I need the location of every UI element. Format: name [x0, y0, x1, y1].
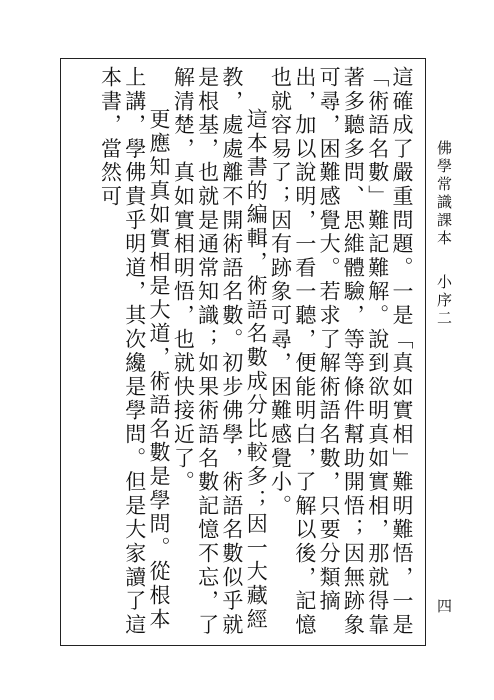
paragraph-1: 這確成了嚴重問題。一是「真如實相」難明難悟，一是「術語名數」難記難解。說到欲明真如實相，那就得靠著多聽多問、思維體驗，等等條件幫助開悟；因無跡象可尋，困難感覺大。若求了解術語名數，只要分類摘出，加以說明，一看一聽，便能明白，了解以後，記憶也就容易了；因有跡象可尋，困難感覺小。 — [268, 66, 414, 638]
book-title: 佛學常識課本 — [435, 140, 453, 248]
running-header — [434, 140, 454, 328]
paragraph-3: 更應知真如實相是大道，術語名數是學問。從根本上講，學佛貴乎明道，其次纔是學問。但是大家讀了這本書，當然可 — [98, 66, 172, 638]
paragraph-2: 這本書的編輯，術語名數成分比較多；因一大藏經教，處處離不開術語名數。初步佛學，術語名數似乎就是根基，也就是通常知識；如果術語名數記憶不忘，了解清楚，真如實相明悟，也就快接近了。 — [171, 66, 269, 638]
main-text-column — [74, 66, 414, 640]
page-number: 四 — [435, 598, 453, 613]
section-title: 小序二 — [435, 274, 453, 328]
